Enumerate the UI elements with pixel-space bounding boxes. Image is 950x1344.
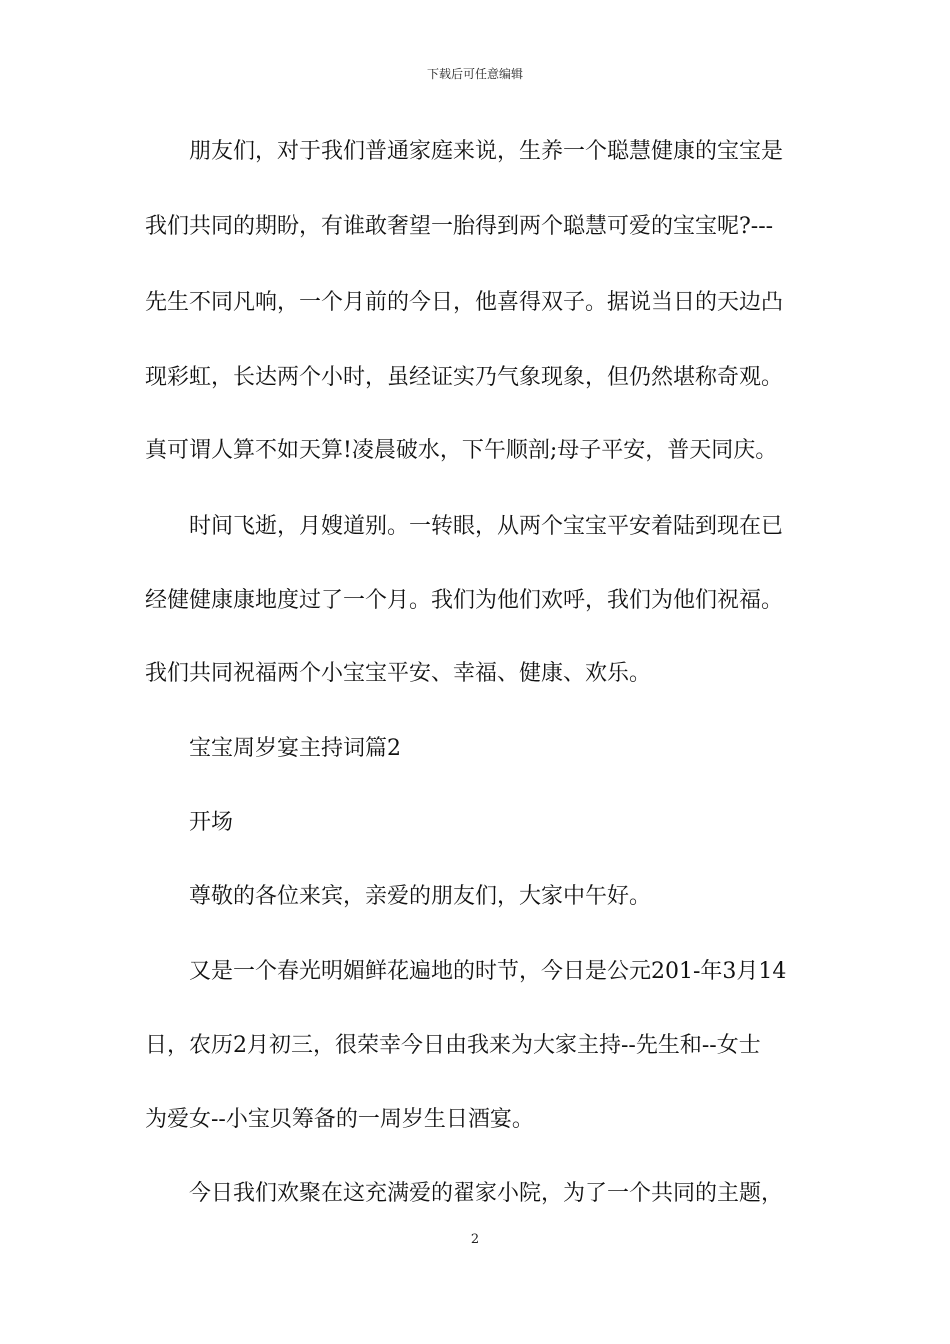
page-number: 2 [470, 1232, 480, 1247]
subheading-opening: 开场 [189, 810, 234, 835]
body-line-5: 真可谓人算不如天算!凌晨破水，下午顺剖;母子平安，普天同庆。 [145, 438, 778, 463]
body-line-15: 今日我们欢聚在这充满爱的翟家小院，为了一个共同的主题， [189, 1181, 784, 1206]
body-line-7: 经健健康康地度过了一个月。我们为他们欢呼，我们为他们祝福。 [145, 588, 784, 613]
body-line-4: 现彩虹，长达两个小时，虽经证实乃气象现象，但仍然堪称奇观。 [145, 365, 784, 390]
body-line-13: 日，农历2月初三，很荣幸今日由我来为大家主持--先生和--女士 [145, 1033, 761, 1058]
body-line-12: 又是一个春光明媚鲜花遍地的时节，今日是公元201-年3月14 [189, 959, 787, 984]
body-line-11: 尊敬的各位来宾，亲爱的朋友们，大家中午好。 [189, 884, 652, 909]
body-line-3: 先生不同凡响，一个月前的今日，他喜得双子。据说当日的天边凸 [145, 290, 784, 315]
body-line-8: 我们共同祝福两个小宝宝平安、幸福、健康、欢乐。 [145, 661, 652, 686]
body-line-6: 时间飞逝，月嫂道别。一转眼，从两个宝宝平安着陆到现在已 [189, 514, 784, 539]
body-line-14: 为爱女--小宝贝筹备的一周岁生日酒宴。 [145, 1107, 534, 1132]
page-header: 下载后可任意编辑 [426, 67, 523, 81]
body-line-2: 我们共同的期盼，有谁敢奢望一胎得到两个聪慧可爱的宝宝呢?--- [145, 214, 774, 239]
section-heading: 宝宝周岁宴主持词篇2 [189, 736, 401, 761]
body-line-1: 朋友们，对于我们普通家庭来说，生养一个聪慧健康的宝宝是 [189, 139, 784, 164]
